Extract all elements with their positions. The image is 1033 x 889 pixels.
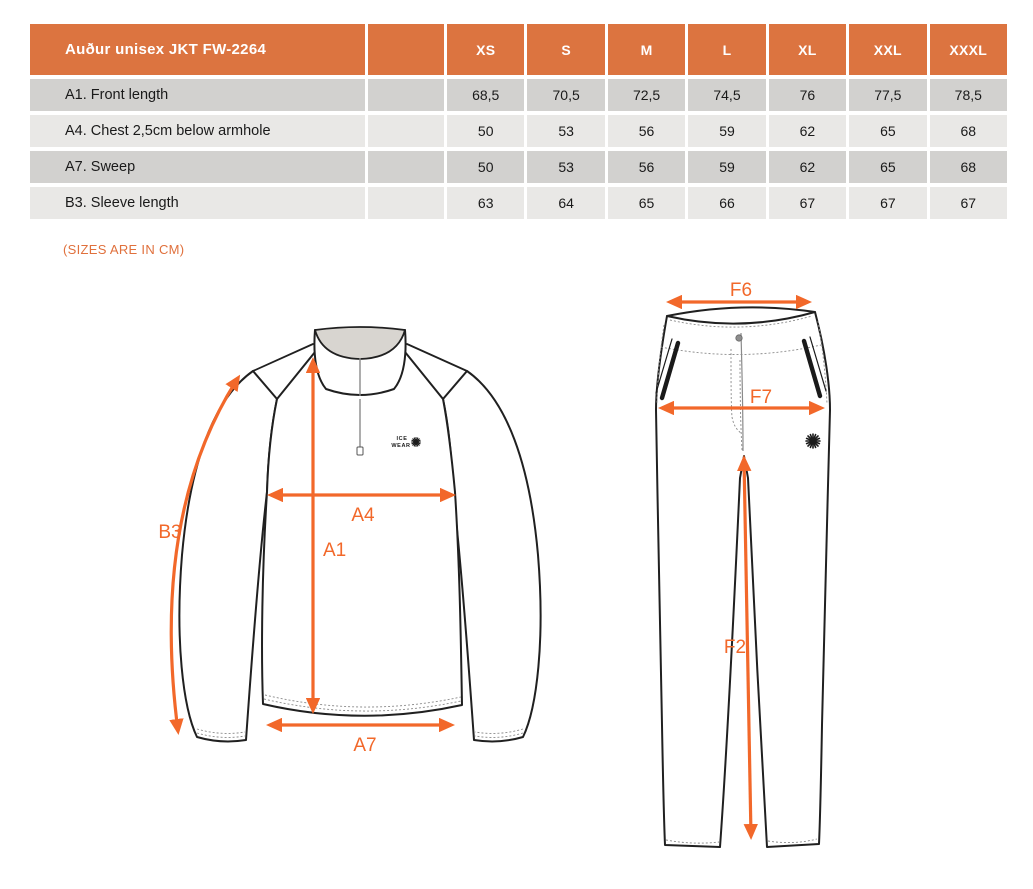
value-a1-xs: 68,5 — [447, 79, 524, 111]
spacer-cell — [368, 115, 444, 147]
value-a7-xxxl: 68 — [930, 151, 1007, 183]
value-a4-m: 56 — [608, 115, 685, 147]
value-a7-xxl: 65 — [849, 151, 926, 183]
value-a1-s: 70,5 — [527, 79, 604, 111]
size-col-header-xs: XS — [447, 24, 524, 75]
value-a4-xxxl: 68 — [930, 115, 1007, 147]
value-a4-xxl: 65 — [849, 115, 926, 147]
value-a1-m: 72,5 — [608, 79, 685, 111]
value-a4-xl: 62 — [769, 115, 846, 147]
row-label-a4: A4. Chest 2,5cm below armhole — [30, 115, 365, 147]
logo-text-ice: ICE — [396, 436, 408, 442]
value-b3-m: 65 — [608, 187, 685, 219]
a7-label: A7 — [353, 735, 377, 756]
value-b3-xs: 63 — [447, 187, 524, 219]
f7-label: F7 — [749, 387, 773, 408]
size-col-header-l: L — [688, 24, 765, 75]
value-a4-l: 59 — [688, 115, 765, 147]
size-col-header-xl: XL — [769, 24, 846, 75]
size-col-header-xxl: XXL — [849, 24, 926, 75]
value-b3-xxl: 67 — [849, 187, 926, 219]
value-a7-xl: 62 — [769, 151, 846, 183]
spacer-cell — [368, 151, 444, 183]
value-a7-m: 56 — [608, 151, 685, 183]
value-b3-s: 64 — [527, 187, 604, 219]
row-label-a7: A7. Sweep — [30, 151, 365, 183]
row-label-a1: A1. Front length — [30, 79, 365, 111]
size-col-header-m: M — [608, 24, 685, 75]
f6-label: F6 — [729, 280, 753, 301]
product-title: Auður unisex JKT FW-2264 — [30, 24, 365, 75]
size-col-header-xxxl: XXXL — [930, 24, 1007, 75]
zipper-pull — [357, 447, 363, 455]
size-chart-table — [30, 24, 1007, 219]
value-b3-xl: 67 — [769, 187, 846, 219]
value-a7-s: 53 — [527, 151, 604, 183]
row-label-b3: B3. Sleeve length — [30, 187, 365, 219]
value-b3-l: 66 — [688, 187, 765, 219]
value-a4-xs: 50 — [447, 115, 524, 147]
value-a7-l: 59 — [688, 151, 765, 183]
pants-drawing — [656, 280, 830, 847]
logo-text-wear: WEAR — [391, 443, 411, 449]
value-a4-s: 53 — [527, 115, 604, 147]
measurement-drawings — [0, 270, 1033, 889]
snowflake-icon — [412, 438, 421, 447]
pants-body — [656, 307, 830, 847]
snowflake-icon — [806, 434, 820, 448]
jacket-body — [262, 348, 462, 716]
spacer-header-cell — [368, 24, 444, 75]
a4-label: A4 — [351, 505, 375, 526]
value-a1-l: 74,5 — [688, 79, 765, 111]
spacer-cell — [368, 79, 444, 111]
size-col-header-s: S — [527, 24, 604, 75]
units-note: (SIZES ARE IN CM) — [63, 242, 185, 257]
b3-label: B3 — [158, 522, 182, 543]
jacket-drawing — [158, 327, 540, 756]
value-a1-xxl: 77,5 — [849, 79, 926, 111]
spacer-cell — [368, 187, 444, 219]
a1-label: A1 — [323, 540, 347, 561]
value-a1-xl: 76 — [769, 79, 846, 111]
waist-button — [736, 335, 742, 341]
value-a7-xs: 50 — [447, 151, 524, 183]
f2-label: F2 — [723, 637, 747, 658]
value-b3-xxxl: 67 — [930, 187, 1007, 219]
value-a1-xxxl: 78,5 — [930, 79, 1007, 111]
